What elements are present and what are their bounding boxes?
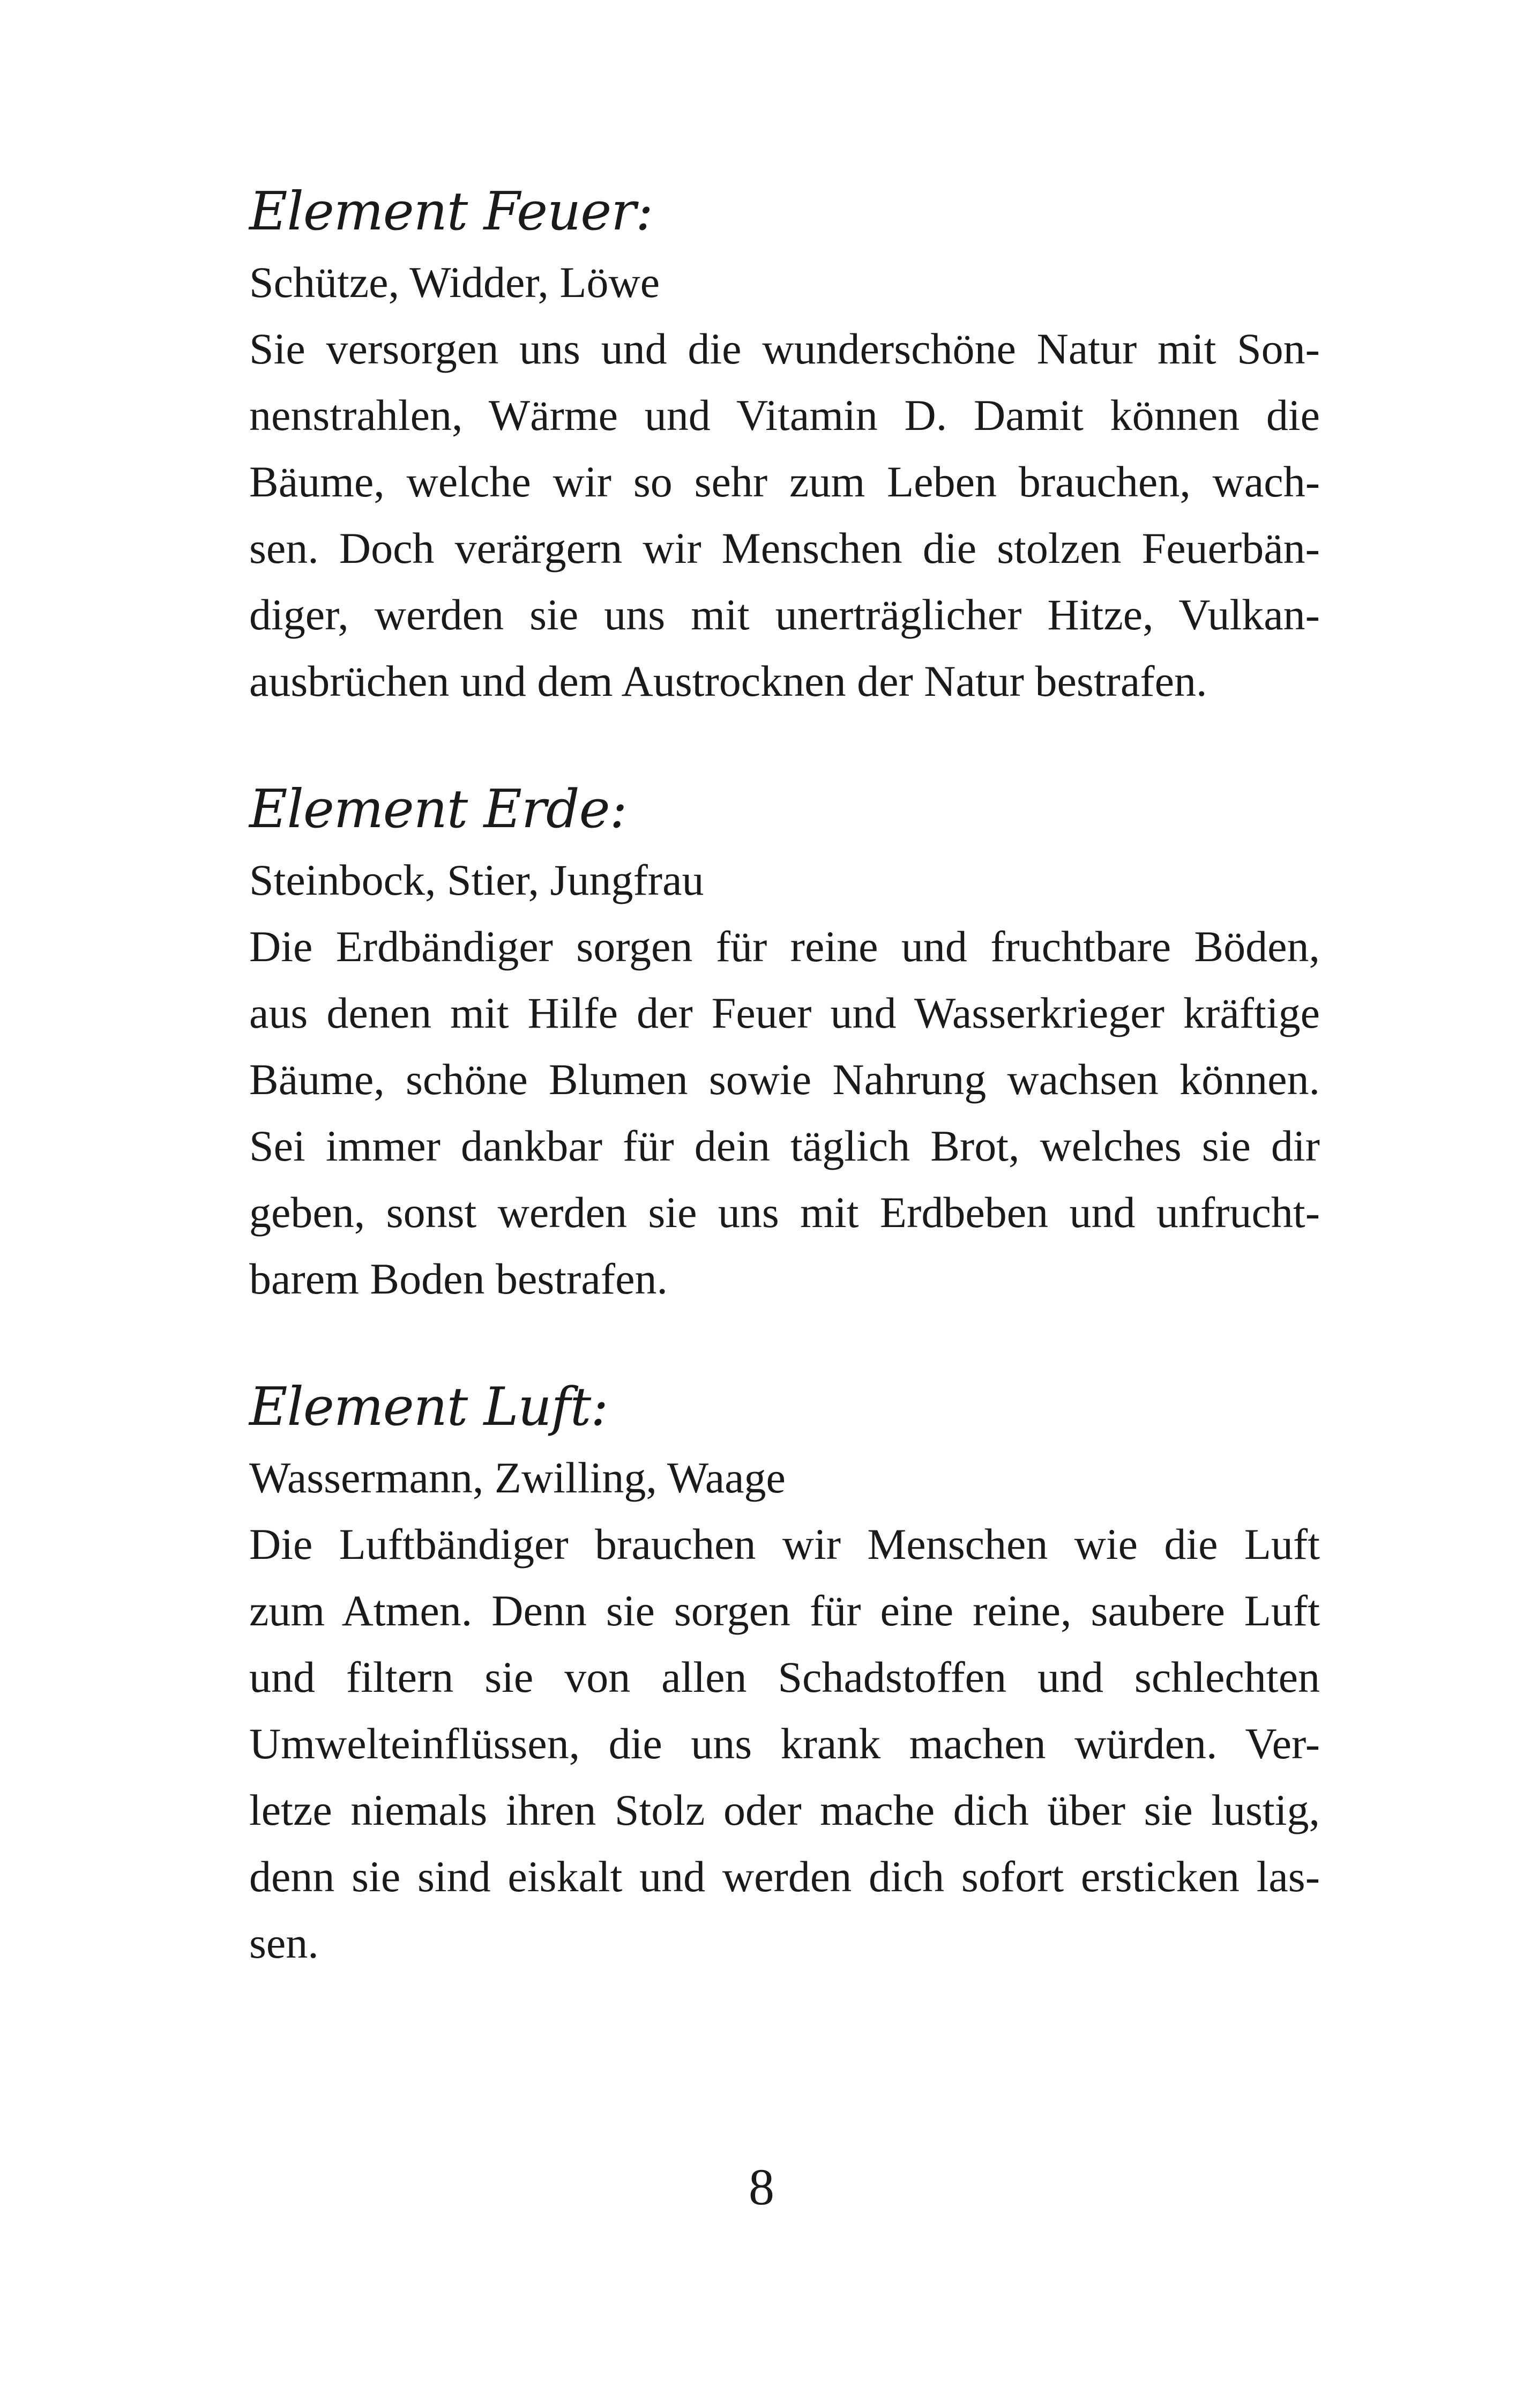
paragraph-line: Die Luftbändiger brauchen wir Menschen wie die Luft [249,1520,1320,1569]
paragraph-line: letze niemals ihren Stolz oder mache dich über sie lustig, [249,1786,1320,1834]
section-paragraph [249,913,1320,1312]
paragraph-line: Umwelteinflüssen, die uns krank machen würden. Ver- [249,1719,1320,1768]
paragraph-line: sen. [249,1919,319,1967]
section-paragraph [249,1511,1320,1976]
paragraph-line: zum Atmen. Denn sie sorgen für eine reine, saubere Luft [249,1586,1320,1635]
paragraph-line: ausbrüchen und dem Austrocknen der Natur bestrafen. [249,657,1207,705]
zodiac-signs: Wassermann, Zwilling, Waage [249,1453,786,1502]
section-heading: Element Erde: [249,779,627,840]
zodiac-signs: Schütze, Widder, Löwe [249,258,660,307]
paragraph-line: diger, werden sie uns mit unerträglicher Hitze, Vulkan- [249,590,1320,639]
paragraph-line: Bäume, welche wir so sehr zum Leben brauchen, wach- [249,457,1320,506]
paragraph-line: sen. Doch verärgern wir Menschen die stolzen Feuerbän- [249,524,1320,573]
paragraph-line: barem Boden bestrafen. [249,1254,668,1303]
paragraph-line: Bäume, schöne Blumen sowie Nahrung wachsen können. [249,1055,1320,1104]
paragraph-line: geben, sonst werden sie uns mit Erdbeben und unfrucht- [249,1188,1320,1237]
paragraph-line: Sie versorgen uns und die wunderschöne Natur mit Son- [249,324,1320,373]
zodiac-signs: Steinbock, Stier, Jungfrau [249,856,704,904]
section-element-luft [249,1370,1320,1976]
page-number: 8 [749,2158,774,2216]
paragraph-line: denn sie sind eiskalt und werden dich sofort ersticken las- [249,1852,1320,1901]
section-element-erde [249,772,1320,1312]
section-element-feuer [249,174,1320,715]
section-paragraph [249,316,1320,715]
section-heading: Element Luft: [249,1377,608,1438]
section-heading: Element Feuer: [249,181,653,242]
paragraph-line: aus denen mit Hilfe der Feuer und Wasserkrieger kräftige [249,989,1320,1037]
paragraph-line: Sei immer dankbar für dein täglich Brot, welches sie dir [249,1121,1320,1170]
paragraph-line: und filtern sie von allen Schadstoffen und schlechten [249,1653,1320,1701]
paragraph-line: nenstrahlen, Wärme und Vitamin D. Damit können die [249,391,1320,440]
paragraph-line: Die Erdbändiger sorgen für reine und fruchtbare Böden, [249,922,1320,971]
